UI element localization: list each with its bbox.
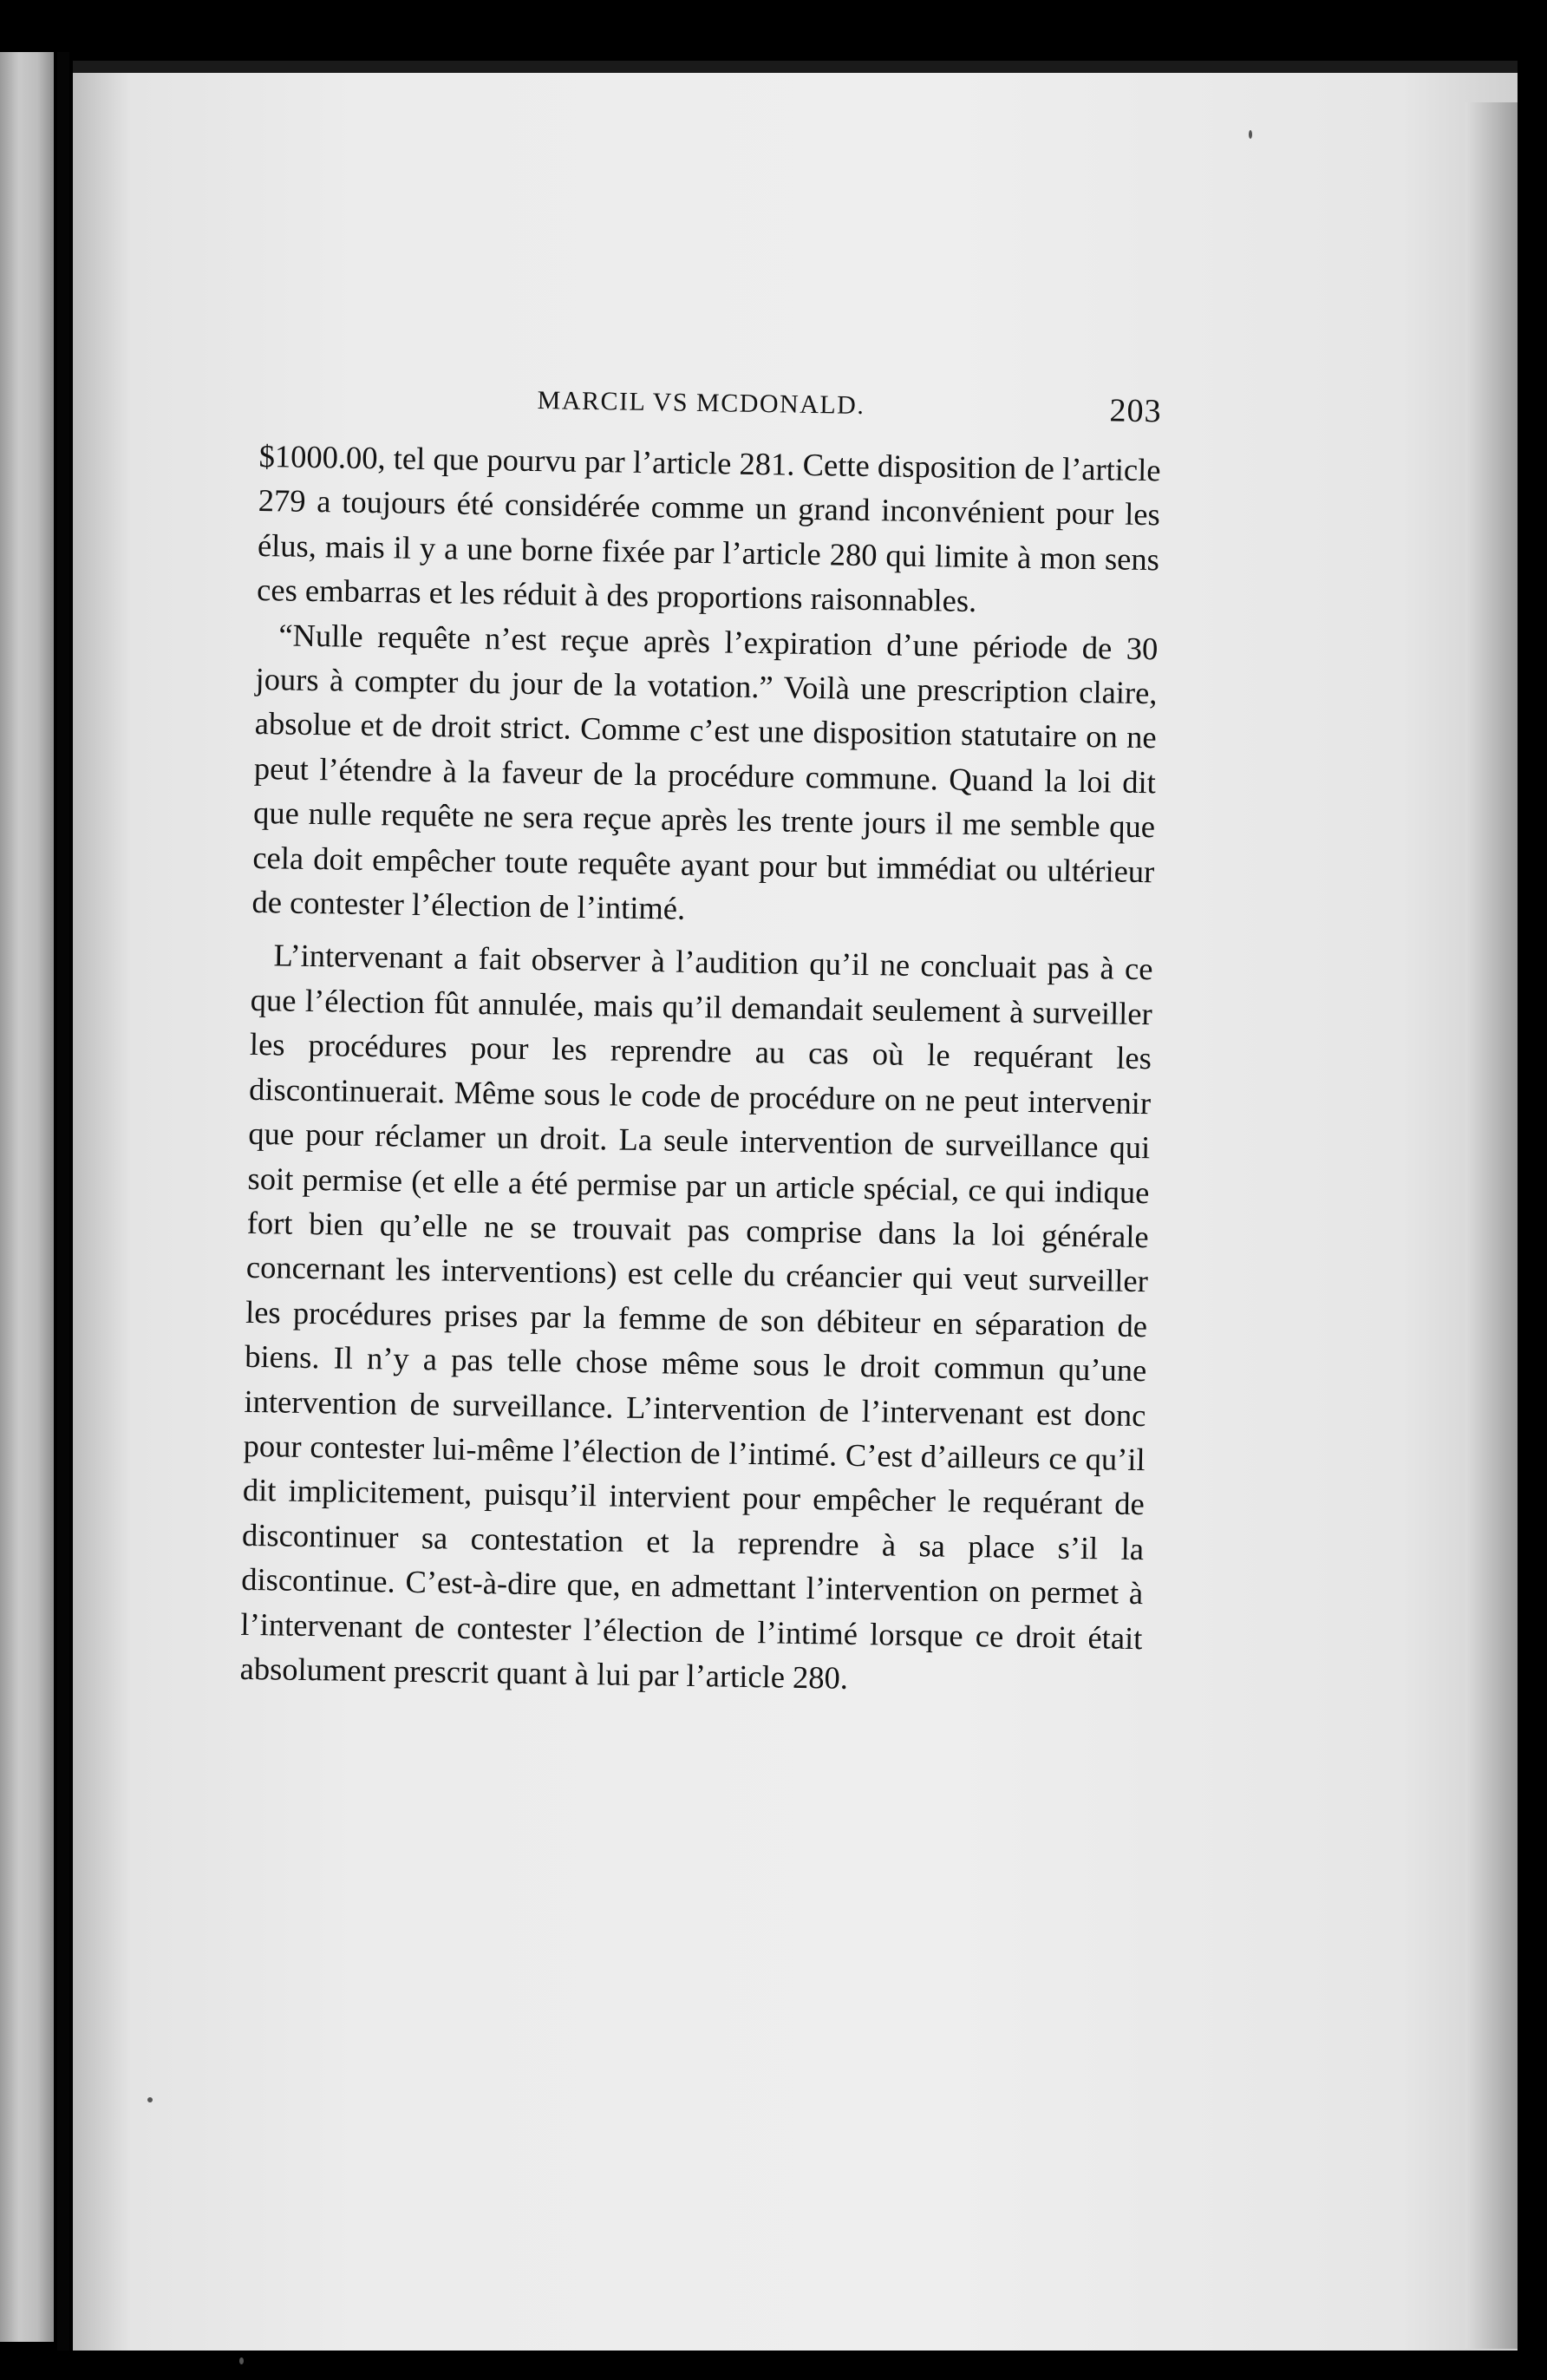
paper-speck	[1249, 130, 1252, 139]
previous-page-edge	[0, 52, 54, 2342]
paragraph: “Nulle requête n’est reçue après l’expiration d’une période de 30 jours à compter du jour de la votation.” Voilà une prescription claire, absolue et de droit strict. Comme c’est une disposition statutaire on ne peut l’étendre à la faveur de la procédure commune. Quand la loi dit que nulle requête ne sera reçue après les trente jours il me semble que cela doit empêcher toute requête ayant pour but immédiat ou ultérieur de contester l’élection de l’intimé.	[251, 617, 1159, 926]
book-gutter	[57, 52, 69, 2351]
paragraph: L’intervenant a fait observer à l’audition qu’il ne concluait pas à ce que l’élection fût annulée, mais qu’il demandait seulement à surveiller les procédures pour les reprendre au cas où le requérant les discontinuerait. Même sous le code de procédure on ne peut intervenir que pour réclamer un droit. La seule intervention de surveillance qui soit permise (et elle a été permise par un article spécial, ce qui indique fort bien qu’elle ne se trouvait pas comprise dans la loi générale concernant les interventions) est celle du créancier qui veut surveiller les procédures prises par la femme de son débiteur en séparation de biens. Il n’y a pas telle chose même sous le droit commun qu’une intervention de surveillance. L’intervention de l’intervenant est donc pour contester lui-même l’élection de l’intimé. C’est d’ailleurs ce qu’il dit implicitement, puisqu’il intervient pour empêcher le requérant de discontinuer sa contestation et la reprendre à sa place s’il la discontinue. C’est-à-dire que, en admettant l’intervention on permet à l’intervenant de contester l’élection de l’intimé lorsque ce droit était absolument prescrit quant à lui par l’article 280.	[239, 937, 1153, 1696]
running-title: MARCIL VS MCDONALD.	[537, 386, 865, 420]
page-number: 203	[1109, 392, 1162, 430]
paper-speck	[147, 2097, 153, 2102]
paper-speck	[239, 2357, 244, 2364]
page-right-edge	[1465, 102, 1518, 2349]
page-content	[239, 382, 1162, 1705]
body-text	[239, 434, 1161, 1705]
paragraph: $1000.00, tel que pourvu par l’article 281. Cette disposition de l’article 279 a toujours été considérée comme un grand inconvénient pour les élus, mais il y a une borne fixée par l’article 280 qui limite à mon sens ces embarras et les réduit à des proportions raisonnables.	[256, 437, 1161, 619]
